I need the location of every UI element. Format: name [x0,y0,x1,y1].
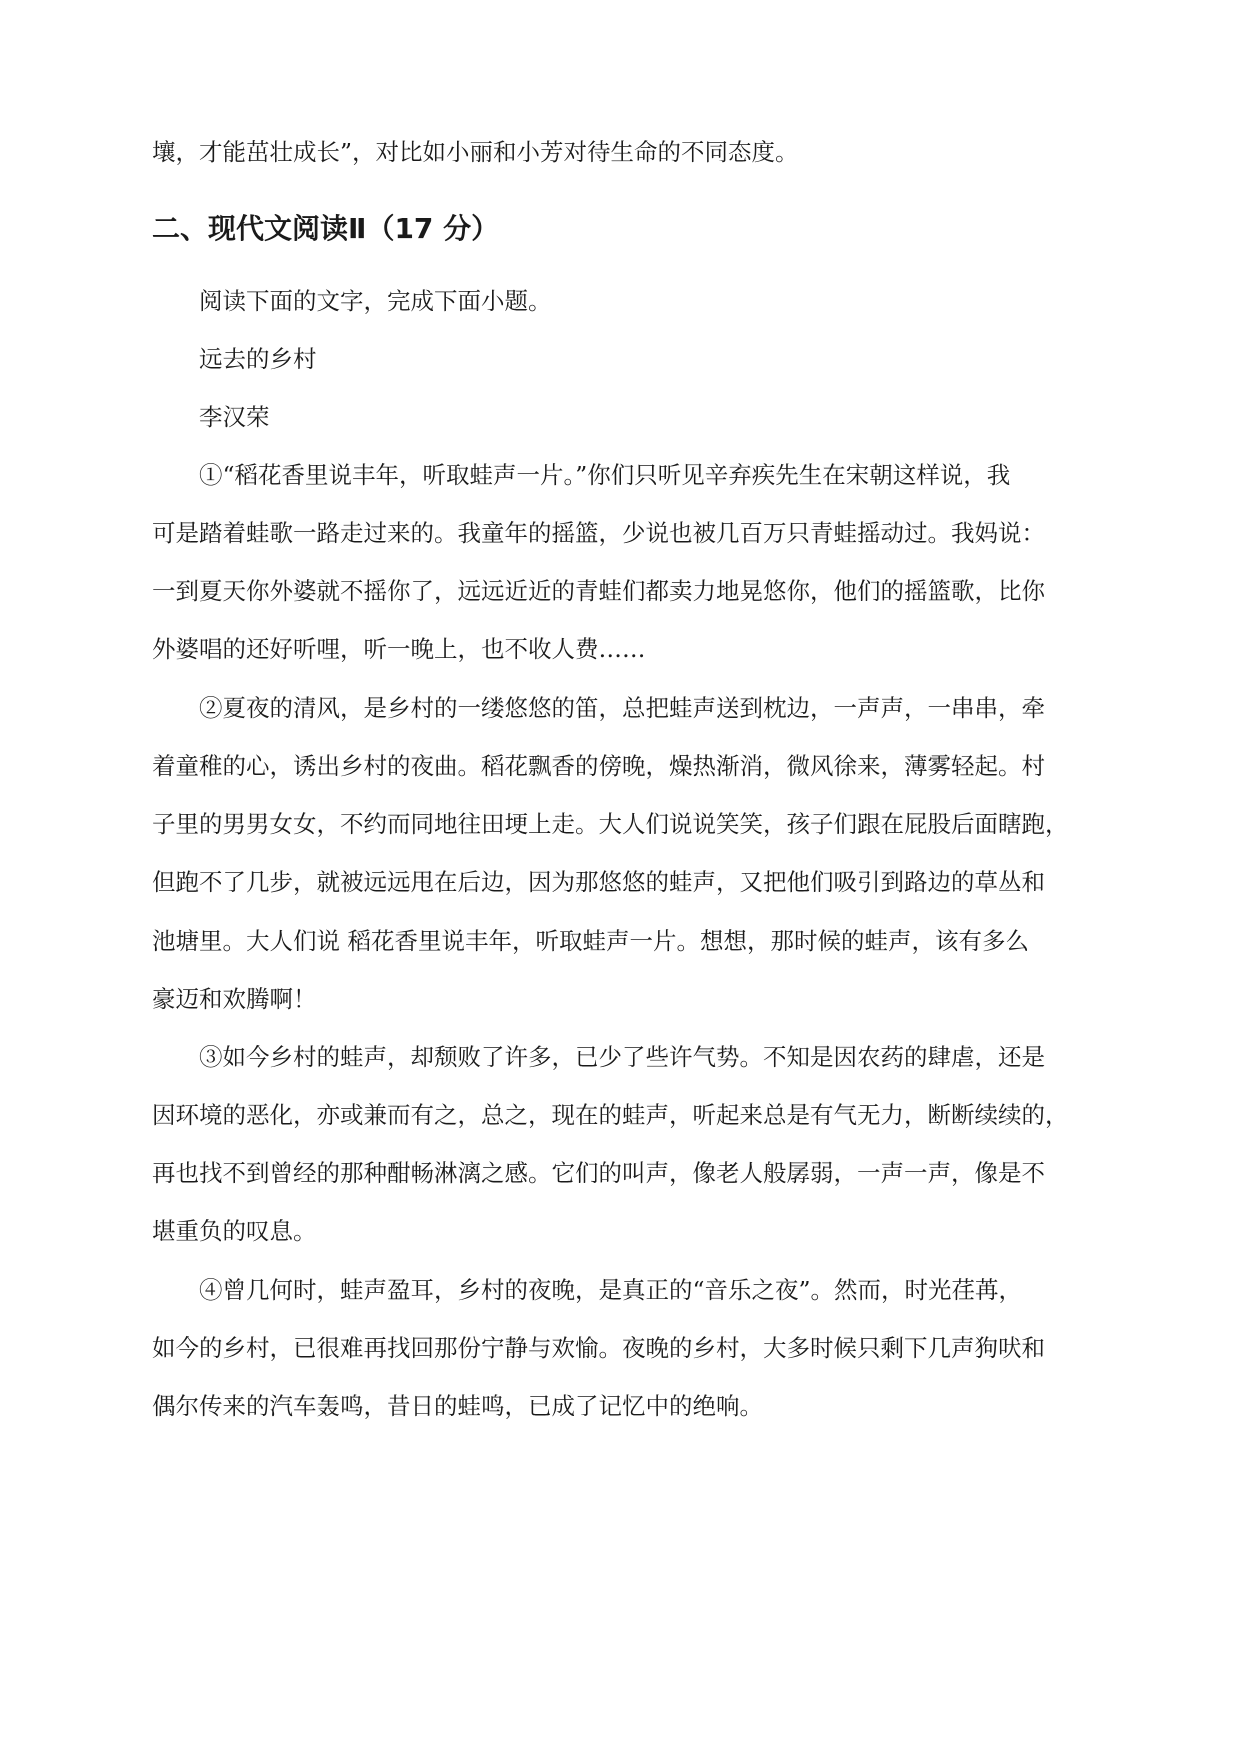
paragraph-3-line: ③如今乡村的蛙声，却颓败了许多，已少了些许气势。不知是因农药的肆虐，还是 [199,1043,1045,1071]
paragraph-1-line: 外婆唱的还好听哩，听一晚上，也不收人费…… [152,635,646,663]
paragraph-3-line: 再也找不到曾经的那种酣畅淋漓之感。它们的叫声，像老人般孱弱，一声一声，像是不 [152,1159,1045,1187]
paragraph-1-line: 可是踏着蛙歌一路走过来的。我童年的摇篮，少说也被几百万只青蛙摇动过。我妈说： [152,519,1045,547]
paragraph-2-line: 着童稚的心，诱出乡村的夜曲。稻花飘香的傍晚，燥热渐消，微风徐来，薄雾轻起。村 [152,752,1045,780]
instruction-text: 阅读下面的文字，完成下面小题。 [199,287,552,315]
text-line: 壤，才能茁壮成长”，对比如小丽和小芳对待生命的不同态度。 [152,138,799,166]
paragraph-2-line: 但跑不了几步，就被远远甩在后边，因为那悠悠的蛙声，又把他们吸引到路边的草丛和 [152,868,1045,896]
paragraph-2-line: ②夏夜的清风，是乡村的一缕悠悠的笛，总把蛙声送到枕边，一声声，一串串，牵 [199,694,1045,722]
paragraph-4-line: ④曾几何时，蛙声盈耳，乡村的夜晚，是真正的“音乐之夜”。然而，时光荏苒， [199,1276,1023,1304]
paragraph-2-line: 子里的男男女女，不约而同地往田埂上走。大人们说说笑笑，孩子们跟在屁股后面瞎跑， [152,810,1069,838]
paragraph-4-line: 如今的乡村，已很难再找回那份宁静与欢愉。夜晚的乡村，大多时候只剩下几声狗吠和 [152,1334,1045,1362]
paragraph-1-line: ①“稻花香里说丰年，听取蛙声一片。”你们只听见辛弃疾先生在宋朝这样说，我 [199,461,1011,489]
paragraph-2-line: 豪迈和欢腾啊！ [152,985,317,1013]
section-heading: 二、现代文阅读Ⅱ（17 分） [152,212,500,245]
paragraph-2-line: 池塘里。大人们说 稻花香里说丰年，听取蛙声一片。想想，那时候的蛙声，该有多么 [152,927,1029,955]
paragraph-3-line: 堪重负的叹息。 [152,1217,317,1245]
article-author: 李汉荣 [199,403,270,431]
article-title: 远去的乡村 [199,345,317,373]
paragraph-4-line: 偶尔传来的汽车轰鸣，昔日的蛙鸣，已成了记忆中的绝响。 [152,1392,763,1420]
paragraph-1-line: 一到夏天你外婆就不摇你了，远远近近的青蛙们都卖力地晃悠你，他们的摇篮歌，比你 [152,577,1045,605]
paragraph-3-line: 因环境的恶化，亦或兼而有之，总之，现在的蛙声，听起来总是有气无力，断断续续的， [152,1101,1069,1129]
